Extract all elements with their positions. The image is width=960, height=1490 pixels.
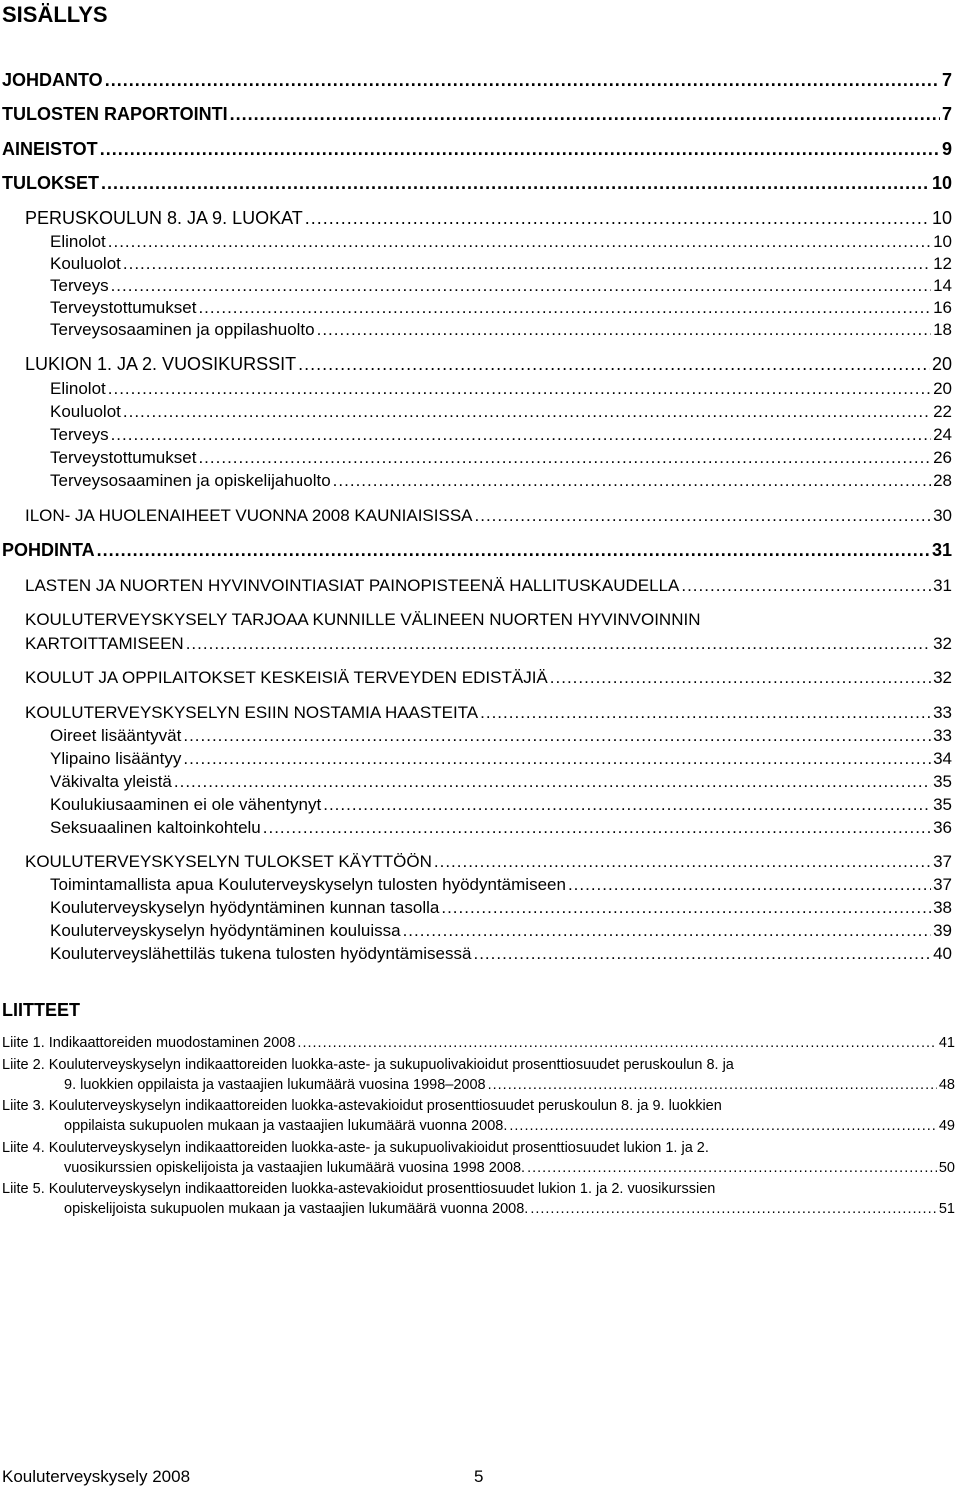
toc-entry-kouluterveyskysely-tarjoaa[interactable]: KARTOITTAMISEEN ..... 32 — [25, 634, 952, 654]
toc-entry-peruskoulu[interactable]: PERUSKOULUN 8. JA 9. LUOKAT ..... 10 — [25, 208, 952, 229]
toc-entry-perus-terveysosaaminen[interactable]: Terveysosaaminen ja oppilashuolto ..... 18 — [50, 320, 952, 340]
toc-entry-perus-kouluolot[interactable]: Kouluolot ..... 12 — [50, 254, 952, 274]
toc-entry-lasten-ja-nuorten[interactable]: LASTEN JA NUORTEN HYVINVOINTIASIAT PAINOPISTEENÄ HALLITUSKAUDELLA ..... 31 — [25, 576, 952, 596]
toc-entry-perus-terveys[interactable]: Terveys ..... 14 — [50, 276, 952, 296]
toc-entry-kouluterveyskysely-tarjoaa-line1[interactable]: KOULUTERVEYSKYSELY TARJOAA KUNNILLE VÄLINEEN NUORTEN HYVINVOINNIN — [25, 610, 701, 629]
toc-entry-perus-terveystottumukset[interactable]: Terveystottumukset ..... 16 — [50, 298, 952, 318]
toc-entry-lukio-terveys[interactable]: Terveys ..... 24 — [50, 425, 952, 445]
appendix-entry-4[interactable]: vuosikurssien opiskelijoista ja vastaajien lukumäärä vuosina 1998 2008. ..... 50 — [64, 1160, 955, 1176]
toc-entry-tulokset-kayttoon[interactable]: KOULUTERVEYSKYSELYN TULOKSET KÄYTTÖÖN ..... 37 — [25, 852, 952, 872]
toc-entry-esiin-nostamia-haasteita[interactable]: KOULUTERVEYSKYSELYN ESIIN NOSTAMIA HAASTEITA ..... 33 — [25, 703, 952, 723]
toc-entry-tulosten-raportointi[interactable]: TULOSTEN RAPORTOINTI ..... 7 — [2, 104, 952, 125]
appendix-title: LIITTEET — [2, 1000, 80, 1020]
footer-document-title: Kouluterveyskysely 2008 — [2, 1467, 191, 1486]
toc-entry-kunnan-tasolla[interactable]: Kouluterveyskyselyn hyödyntäminen kunnan tasolla ..... 38 — [50, 898, 952, 918]
toc-entry-tulokset[interactable]: TULOKSET ..... 10 — [2, 173, 952, 194]
toc-entry-lukio-elinolot[interactable]: Elinolot ..... 20 — [50, 379, 952, 399]
toc-entry-lukio-kouluolot[interactable]: Kouluolot ..... 22 — [50, 402, 952, 422]
page-title: SISÄLLYS — [2, 2, 108, 27]
toc-entry-koulut-ja-oppilaitokset[interactable]: KOULUT JA OPPILAITOKSET KESKEISIÄ TERVEYDEN EDISTÄJIÄ ..... 32 — [25, 668, 952, 688]
toc-entry-seksuaalinen-kaltoinkohtelu[interactable]: Seksuaalinen kaltoinkohtelu ..... 36 — [50, 818, 952, 838]
toc-entry-ylipaino[interactable]: Ylipaino lisääntyy ..... 34 — [50, 749, 952, 769]
appendix-entry-4-line1[interactable]: Liite 4. Kouluterveyskyselyn indikaattoreiden luokka-aste- ja sukupuolivakioidut prosenttiosuudet lukion 1. ja 2. — [2, 1140, 709, 1156]
toc-entry-ilon-ja-huolenaiheet[interactable]: ILON- JA HUOLENAIHEET VUONNA 2008 KAUNIAISISSA ..... 30 — [25, 506, 952, 526]
toc-entry-koulukiusaaminen[interactable]: Koulukiusaaminen ei ole vähentynyt ..... 35 — [50, 795, 952, 815]
toc-entry-pohdinta[interactable]: POHDINTA ..... 31 — [2, 540, 952, 561]
toc-entry-oireet[interactable]: Oireet lisääntyvät ..... 33 — [50, 726, 952, 746]
appendix-entry-3[interactable]: oppilaista sukupuolen mukaan ja vastaajien lukumäärä vuonna 2008. ..... 49 — [64, 1118, 955, 1134]
toc-entry-aineistot[interactable]: AINEISTOT ..... 9 — [2, 139, 952, 160]
toc-entry-toimintamallista[interactable]: Toimintamallista apua Kouluterveyskyselyn tulosten hyödyntämiseen ..... 37 — [50, 875, 952, 895]
toc-entry-kouluissa[interactable]: Kouluterveyskyselyn hyödyntäminen kouluissa ..... 39 — [50, 921, 952, 941]
appendix-entry-3-line1[interactable]: Liite 3. Kouluterveyskyselyn indikaattoreiden luokka-astevakioidut prosenttiosuudet peruskoulun 8. ja 9. luokkien — [2, 1098, 722, 1114]
toc-entry-vakivalta[interactable]: Väkivalta yleistä ..... 35 — [50, 772, 952, 792]
appendix-entry-2-line1[interactable]: Liite 2. Kouluterveyskyselyn indikaattoreiden luokka-aste- ja sukupuolivakioidut prosenttiosuudet peruskoulun 8. ja — [2, 1057, 734, 1073]
toc-entry-lukio-terveysosaaminen[interactable]: Terveysosaaminen ja opiskelijahuolto ..... 28 — [50, 471, 952, 491]
toc-entry-johdanto[interactable]: JOHDANTO ..... 7 — [2, 70, 952, 91]
appendix-entry-5-line1[interactable]: Liite 5. Kouluterveyskyselyn indikaattoreiden luokka-astevakioidut prosenttiosuudet lukion 1. ja 2. vuosikurssien — [2, 1181, 716, 1197]
toc-entry-perus-elinolot[interactable]: Elinolot ..... 10 — [50, 232, 952, 252]
footer-page-number: 5 — [474, 1467, 484, 1486]
toc-entry-lukio-terveystottumukset[interactable]: Terveystottumukset ..... 26 — [50, 448, 952, 468]
appendix-entry-1[interactable]: Liite 1. Indikaattoreiden muodostaminen 2008 ..... 41 — [2, 1035, 955, 1051]
toc-entry-kouluterveyslahettilas[interactable]: Kouluterveyslähettiläs tukena tulosten hyödyntämisessä ..... 40 — [50, 944, 952, 964]
toc-entry-lukio[interactable]: LUKION 1. JA 2. VUOSIKURSSIT ..... 20 — [25, 354, 952, 375]
appendix-entry-5[interactable]: opiskelijoista sukupuolen mukaan ja vastaajien lukumäärä vuonna 2008. ..... 51 — [64, 1201, 955, 1217]
appendix-entry-2[interactable]: 9. luokkien oppilaista ja vastaajien lukumäärä vuosina 1998–2008 ..... 48 — [64, 1077, 955, 1093]
